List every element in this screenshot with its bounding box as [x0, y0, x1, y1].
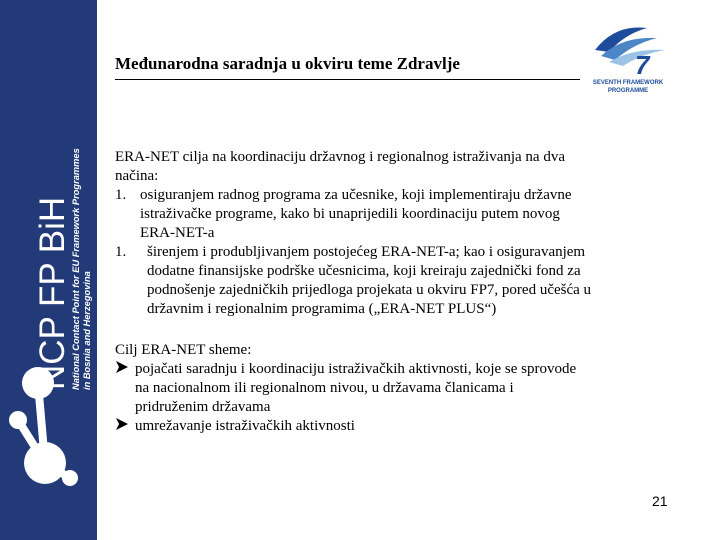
fp7-logo [585, 16, 675, 96]
list-number: 1. [115, 187, 127, 203]
list-item-line: pridruženim državama [135, 399, 271, 415]
slide-body [115, 148, 680, 437]
arrow-bullet-icon [115, 417, 135, 437]
fp7-logo-line2: PROGRAMME [607, 88, 649, 94]
arrow-bullet-icon [115, 360, 135, 417]
list-item-line: na nacionalnom ili regionalnom nivou, u državama članicama i [135, 380, 514, 396]
list-item [115, 186, 680, 243]
list-item-line: pojačati saradnju i koordinaciju istraživačkih aktivnosti, koje se sprovode [135, 361, 577, 377]
list-item-line: ERA-NET-a [140, 225, 215, 241]
list-item-line: istraživačke programe, kako bi unaprijedili koordinaciju putem novog [140, 206, 560, 222]
intro-line: ERA-NET cilja na koordinaciju državnog i regionalnog istraživanja na dva [115, 149, 565, 165]
fp7-emblem-icon [595, 27, 665, 80]
list-item [115, 417, 680, 437]
list-item-line: dodatne finansijske podrške učesnicima, koji kreiraju zajednički fond za [147, 263, 581, 279]
intro-line: načina: [115, 168, 159, 184]
list-item-line: širenjem i produbljivanjem postojećeg ERA-NET-a; kao i osiguravanjem [147, 244, 586, 260]
list-item-line: podnošenje zajedničkih prijedloga projekata u okviru FP7, pored učešća u [147, 282, 592, 298]
page-number: 21 [652, 493, 668, 509]
title-underline [115, 79, 580, 80]
list-number: 1. [115, 244, 127, 260]
sidebar-brand-text: NCP FP BiH [33, 196, 72, 390]
list-item [115, 243, 680, 319]
svg-text:7: 7 [635, 50, 650, 80]
list-item-line: osiguranjem radnog programa za učesnike, koji implementiraju državne [140, 187, 572, 203]
list-item-line: državnim i regionalnim programima („ERA-NET PLUS“) [147, 301, 497, 317]
list-item-line: umrežavanje istraživačkih aktivnosti [135, 418, 355, 434]
sidebar-branding [0, 0, 97, 540]
list-item [115, 360, 680, 417]
sidebar-tagline-line1: National Contact Point for EU Framework Programmes [71, 148, 81, 390]
slide-title: Međunarodna saradnja u okviru teme Zdravlje [115, 54, 460, 73]
ncp-logo-graphic [0, 0, 97, 540]
fp7-logo-line1: SEVENTH FRAMEWORK [592, 80, 664, 86]
goal-heading: Cilj ERA-NET sheme: [115, 342, 252, 358]
sidebar-tagline-line2: in Bosnia and Herzegovina [82, 271, 92, 390]
